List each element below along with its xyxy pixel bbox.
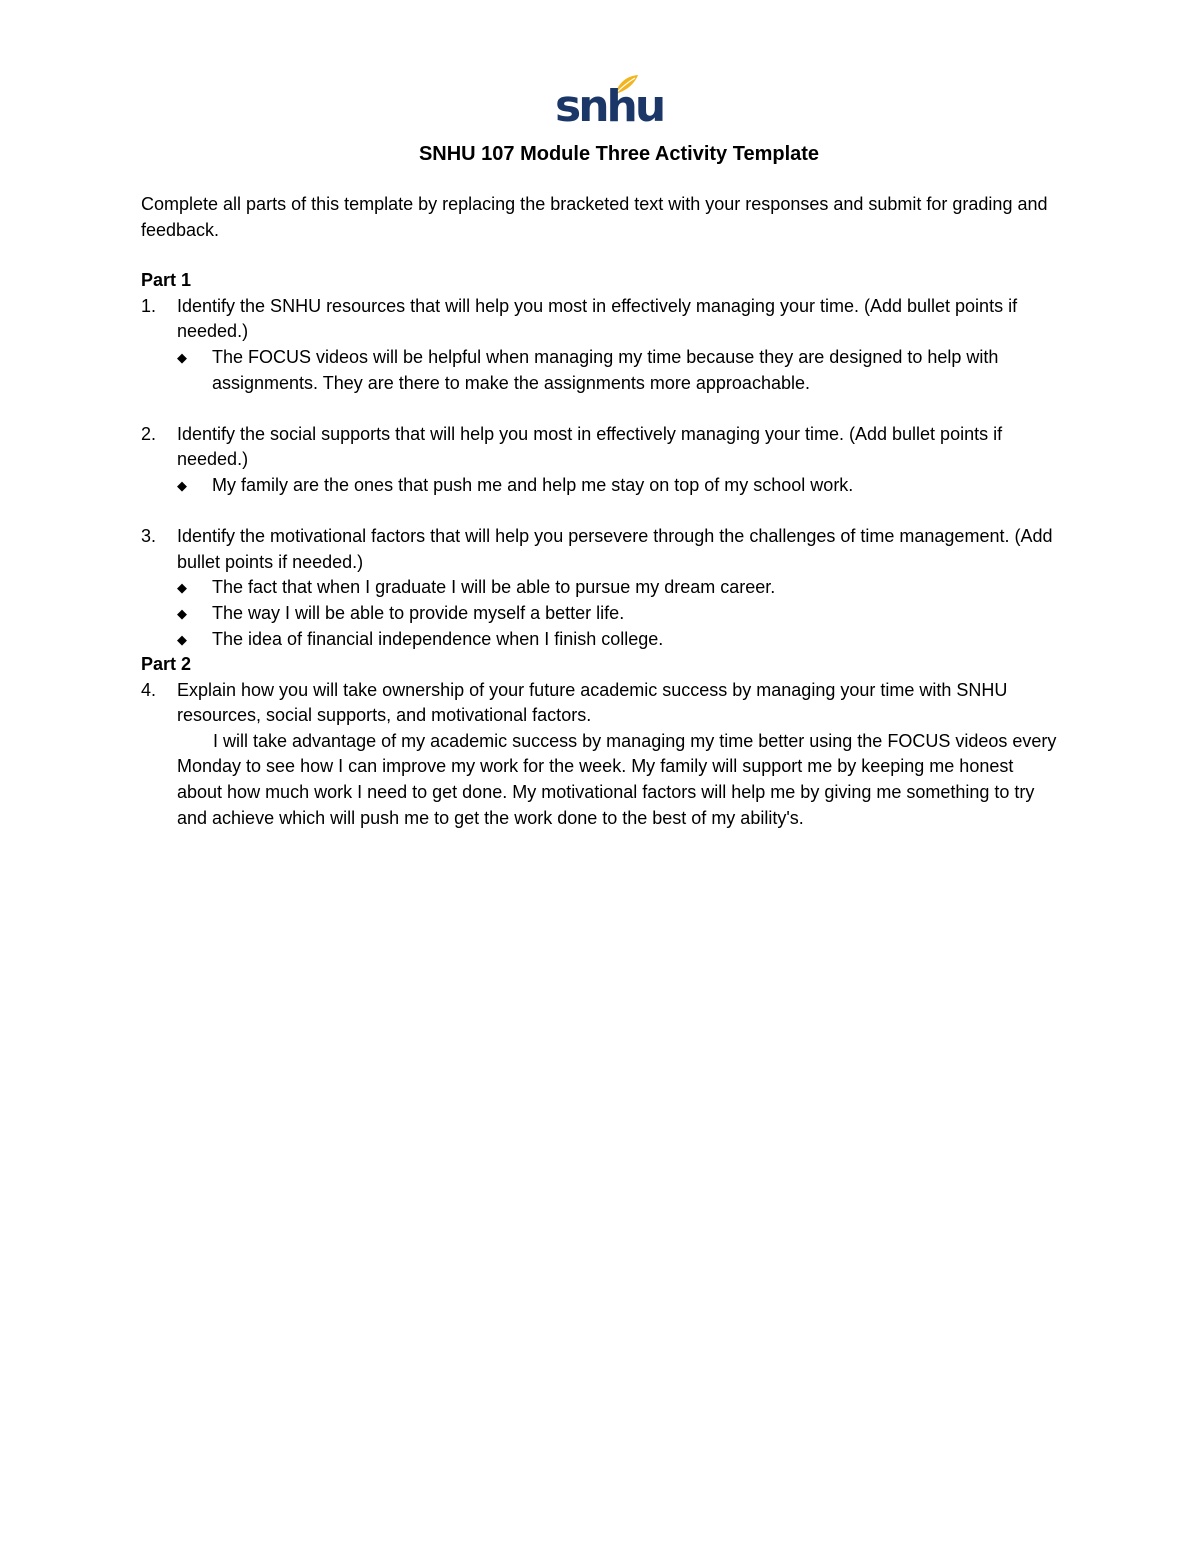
question-text: Explain how you will take ownership of your future academic success by managing your time with SNHU resources, social supports, and motivational factors. — [177, 679, 1008, 726]
question-number: 4. — [141, 679, 157, 700]
diamond-bullet-icon: ◆ — [177, 631, 187, 647]
diamond-bullet-icon: ◆ — [177, 580, 187, 596]
page-title: SNHU 107 Module Three Activity Template — [418, 143, 820, 165]
answer-bullet: ◆ The idea of financial independence when I finish college. — [141, 627, 1061, 653]
diamond-bullet-icon: ◆ — [177, 477, 187, 493]
question-text: Identify the social supports that will help you most in effectively managing your time. (Add bullet points if needed.) — [177, 423, 1003, 470]
question-3-answers — [141, 575, 1061, 652]
question-number: 2. — [141, 423, 157, 444]
answer-bullet: ◆ The FOCUS videos will be helpful when managing my time because they are designed to help with assignments. They are there to make the assignments more approachable. — [177, 346, 999, 393]
question-number: 3. — [141, 526, 157, 547]
diamond-bullet-icon: ◆ — [177, 349, 187, 365]
question-3 — [141, 524, 1061, 575]
question-4 — [141, 678, 1061, 729]
question-text: Identify the SNHU resources that will help you most in effectively managing your time. (Add bullet points if needed.) — [177, 295, 1018, 342]
answer-bullet: ◆ The fact that when I graduate I will be able to pursue my dream career. — [141, 575, 1061, 601]
intro-paragraph: Complete all parts of this template by replacing the bracketed text with your responses and submit for grading and feedback. — [141, 194, 1048, 240]
question-number: 1. — [141, 295, 157, 316]
diamond-bullet-icon: ◆ — [177, 605, 187, 621]
question-2-answers — [141, 473, 1061, 499]
answer-bullet: ◆ My family are the ones that push me and help me stay on top of my school work. — [141, 473, 1061, 499]
question-1-answers — [141, 345, 1061, 396]
part-1-heading: Part 1 — [141, 270, 192, 291]
part-2-heading: Part 2 — [141, 654, 192, 675]
document-body — [141, 140, 1061, 831]
question-text: Identify the motivational factors that will help you persevere through the challenges of time management. (Add bullet points if needed.) — [177, 526, 1053, 572]
question-2 — [141, 422, 1061, 473]
question-4-answer: I will take advantage of my academic success by managing my time better using the FOCUS videos every Monday to see how I can improve my work for the week. My family will support me by keeping me honest about how much work I need to get done. My motivational factors will help me by giving me something to try and achieve which will push me to get the work done to the best of my ability's. — [177, 730, 1057, 828]
answer-bullet: ◆ The way I will be able to provide myself a better life. — [141, 601, 1061, 627]
snhu-logo — [555, 74, 664, 132]
question-1 — [141, 294, 1061, 345]
logo-wordmark: snhu — [555, 81, 664, 132]
